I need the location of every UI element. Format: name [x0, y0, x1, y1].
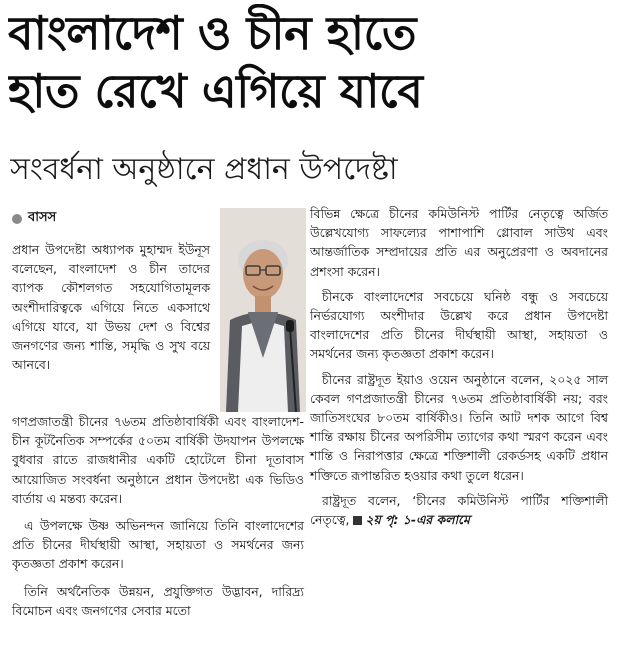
intro-paragraph: প্রধান উপদেষ্টা অধ্যাপক মুহাম্মদ ইউনূস বলেছেন, বাংলাদেশ ও চীন তাদের ব্যাপক কৌশলগত সহযোগিতামূলক অংশীদারিত্বকে এগিয়ে নিতে একসাথে এগিয়ে যাবে, যা উভয় দেশ ও বিশ্বের জনগণের জন্য শান্তি, সমৃদ্ধি ও সুখ বয়ে আনবে।	[12, 242, 210, 373]
body-paragraph: গণপ্রজাতন্ত্রী চীনের ৭৬তম প্রতিষ্ঠাবার্ষিকী এবং বাংলাদেশ-চীন কূটনৈতিক সম্পর্কের ৫০তম বার্ষিকী উদযাপন উপলক্ষে বুধবার রাতে রাজধানীর একটি হোটেলে চীনা দূতাবাস আয়োজিত সংবর্ধনা অনুষ্ঠানে প্রধান উপদেষ্টা এক ভিডিও বার্তায় এ মন্তব্য করেন।	[12, 414, 304, 506]
headline-line-1: বাংলাদেশ ও চীন হাতে	[8, 6, 417, 60]
subheadline: সংবর্ধনা অনুষ্ঠানে প্রধান উপদেষ্টা	[10, 152, 398, 187]
last-paragraph-text: রাষ্ট্রদূত বলেন, ‘চীনের কমিউনিস্ট পার্টির শক্তিশালী নেতৃত্বে,	[310, 492, 608, 528]
body-paragraph: তিনি অর্থনৈতিক উন্নয়ন, প্রযুক্তিগত উদ্ভাবন, দারিদ্র্য বিমোচন এবং জনগণের সেবার মতো	[12, 583, 304, 618]
right-column-body	[310, 204, 608, 535]
square-bullet-icon	[353, 516, 362, 525]
left-column-body	[12, 412, 304, 628]
portrait-illustration	[220, 208, 306, 412]
body-paragraph-last	[310, 491, 608, 529]
body-paragraph: বিভিন্ন ক্ষেত্রে চীনের কমিউনিস্ট পার্টির নেতৃত্বে অর্জিত উল্লেখযোগ্য সাফল্যের পাশাপাশি গ্লোবাল সাউথ এবং আন্তর্জাতিক সম্প্রদায়ের প্রতি এর অনুপ্রেরণা ও অবদানের প্রশংসা করেন।	[310, 206, 608, 279]
byline-source: বাসস	[28, 210, 57, 225]
body-paragraph: এ উপলক্ষে উষ্ণ অভিনন্দন জানিয়ে তিনি বাংলাদেশের প্রতি চীনের দীর্ঘস্থায়ী আস্থা, সহায়তা ও সমর্থনের জন্য কৃতজ্ঞতা প্রকাশ করেন।	[12, 518, 304, 572]
portrait-photo	[220, 208, 306, 412]
continuation-jump: ২য় পৃ: ১-এর কলামে	[365, 512, 470, 528]
bullet-dot-icon	[12, 214, 22, 224]
headline-line-2: হাত রেখে এগিয়ে যাবে	[8, 64, 423, 118]
headline	[8, 4, 611, 120]
byline	[12, 208, 56, 229]
body-paragraph: চীনকে বাংলাদেশের সবচেয়ে ঘনিষ্ঠ বন্ধু ও সবচেয়ে নির্ভরযোগ্য অংশীদার উল্লেখ করে প্রধান উপদেষ্টা বাংলাদেশের প্রতি চীনের দীর্ঘস্থায়ী আস্থা, সহায়তা ও সমর্থনের জন্য কৃতজ্ঞতা প্রকাশ করেন।	[310, 288, 608, 362]
body-paragraph: চীনের রাষ্ট্রদূত ইয়াও ওয়েন অনুষ্ঠানে বলেন, ২০২৫ সাল কেবল গণপ্রজাতন্ত্রী চীনের ৭৬তম প্রতিষ্ঠাবার্ষিকী নয়; বরং জাতিসংঘের ৮০তম বার্ষিকীও। তিনি আট দশক আগে বিশ্ব শান্তি রক্ষায় চীনের অপরিসীম ত্যাগের কথা স্মরণ করেন এবং শান্তি ও নিরাপত্তার ক্ষেত্রে শক্তিশালী রেকর্ডসহ একটি প্রধান শক্তিতে রূপান্তরিত হওয়ার কথা তুলে ধরেন।	[310, 371, 608, 483]
